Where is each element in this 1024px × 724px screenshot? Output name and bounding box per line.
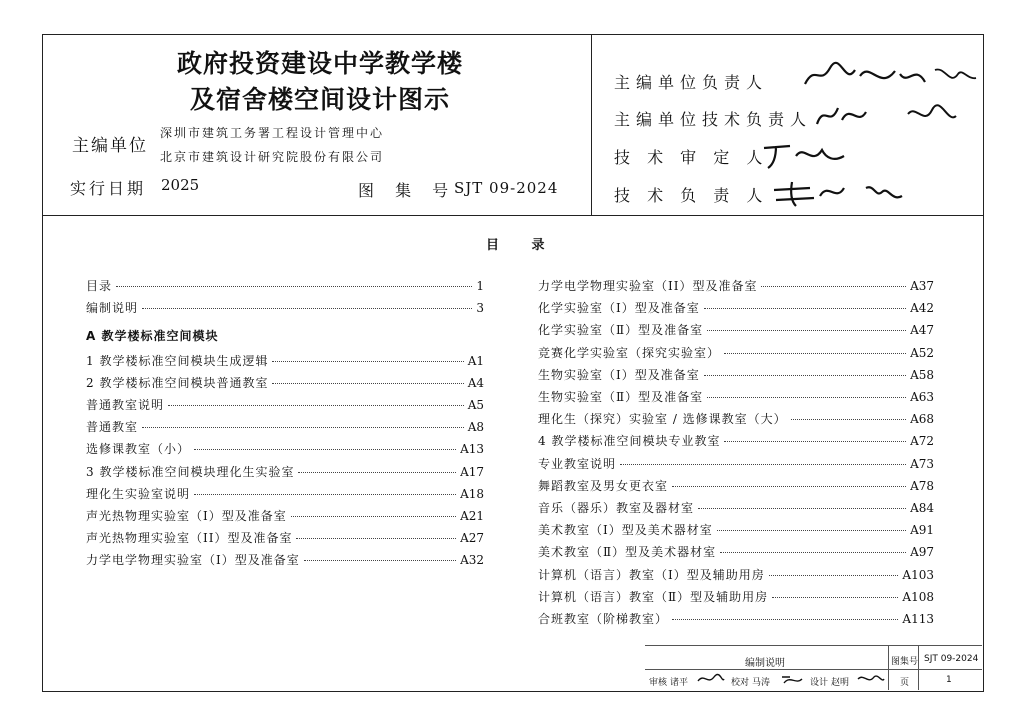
toc-entry[interactable] bbox=[86, 440, 484, 458]
toc-entry[interactable] bbox=[538, 366, 934, 384]
review-label: 审核 bbox=[649, 678, 668, 688]
toc-entry-page: A1 bbox=[467, 353, 484, 368]
toc-entry[interactable] bbox=[538, 388, 934, 406]
toc-entry-label: 普通教室说明 bbox=[86, 398, 165, 412]
toc-entry-label: 专业教室说明 bbox=[538, 456, 617, 471]
title-block-top-rule bbox=[645, 645, 982, 646]
toc-entry-label: 声光热物理实验室（I）型及准备室 bbox=[86, 509, 287, 523]
implementation-date-value: 2025 bbox=[161, 176, 200, 194]
toc-entry-label: 竞赛化学实验室（探究实验室） bbox=[538, 345, 721, 360]
toc-entry-label: 计算机（语言）教室（Ⅰ）型及辅助用房 bbox=[538, 567, 765, 582]
toc-leader-dots bbox=[704, 375, 906, 376]
toc-entry[interactable] bbox=[538, 321, 934, 339]
design-name: 赵明 bbox=[831, 678, 850, 688]
editor-unit-2: 北京市建筑设计研究院股份有限公司 bbox=[160, 150, 385, 164]
toc-entry-label: 音乐（器乐）教室及器材室 bbox=[538, 501, 695, 515]
toc-entry-page: A13 bbox=[460, 442, 484, 457]
check-name: 马涛 bbox=[752, 678, 771, 688]
atlas-title-line1: 政府投资建设中学教学楼 bbox=[176, 49, 463, 78]
toc-entry-page: A78 bbox=[910, 478, 934, 493]
toc-entry-label: 美术教室（Ⅱ）型及美术器材室 bbox=[538, 545, 717, 560]
toc-entry[interactable] bbox=[86, 418, 484, 436]
toc-leader-dots bbox=[291, 516, 456, 517]
toc-leader-dots bbox=[791, 419, 906, 420]
toc-section-heading: A 教学楼标准空间模块 bbox=[86, 329, 219, 344]
toc-leader-dots bbox=[761, 286, 906, 287]
toc-entry-label: 化学实验室（Ⅱ）型及准备室 bbox=[538, 323, 704, 338]
toc-entry[interactable] bbox=[86, 529, 484, 547]
toc-entry-label: 目录 bbox=[86, 279, 113, 293]
toc-entry[interactable] bbox=[538, 455, 934, 473]
toc-entry-label: 理化生（探究）实验室 / 选修课教室（大） bbox=[538, 412, 787, 427]
toc-entry[interactable] bbox=[86, 299, 484, 317]
toc-leader-dots bbox=[194, 449, 456, 450]
toc-entry[interactable] bbox=[538, 566, 934, 584]
toc-entry-page: A113 bbox=[902, 612, 934, 626]
toc-entry-label: 声光热物理实验室（II）型及准备室 bbox=[86, 531, 293, 546]
toc-entry-label: 化学实验室（Ⅰ）型及准备室 bbox=[538, 301, 700, 316]
toc-leader-dots bbox=[772, 597, 898, 598]
toc-entry-label: 1 教学楼标准空间模块生成逻辑 bbox=[86, 353, 269, 368]
atlas-number-label: 图 集 号 bbox=[358, 181, 457, 200]
toc-entry-label: 生物实验室（Ⅰ）型及准备室 bbox=[538, 367, 700, 382]
toc-entry-page: 3 bbox=[476, 301, 484, 316]
implementation-date-label: 实行日期 bbox=[70, 179, 147, 198]
toc-entry[interactable] bbox=[538, 499, 934, 517]
page-value: 1 bbox=[946, 675, 952, 685]
toc-entry-page: A21 bbox=[460, 509, 484, 523]
toc-leader-dots bbox=[717, 530, 906, 531]
toc-leader-dots bbox=[672, 486, 906, 487]
toc-entry[interactable] bbox=[538, 588, 934, 606]
toc-entry[interactable] bbox=[86, 396, 484, 414]
review-signature bbox=[696, 671, 726, 687]
toc-leader-dots bbox=[720, 552, 906, 553]
toc-leader-dots bbox=[296, 538, 456, 539]
toc-entry-label: 力学电学物理实验室（I）型及准备室 bbox=[86, 553, 300, 568]
signature-tech-approver bbox=[760, 138, 850, 172]
toc-entry-label: 编制说明 bbox=[86, 301, 139, 316]
signature-chief-tech-head bbox=[812, 98, 962, 132]
toc-entry[interactable] bbox=[538, 299, 934, 317]
toc-entry-label: 计算机（语言）教室（Ⅱ）型及辅助用房 bbox=[538, 589, 769, 604]
toc-leader-dots bbox=[769, 575, 899, 576]
title-block-mid-rule bbox=[645, 669, 982, 670]
toc-entry-label: 普通教室 bbox=[86, 420, 139, 435]
title-block-divider bbox=[888, 645, 889, 690]
toc-entry-page: A72 bbox=[910, 434, 934, 449]
toc-entry-page: A58 bbox=[910, 367, 934, 382]
toc-leader-dots bbox=[298, 472, 456, 473]
toc-title: 目 录 bbox=[486, 238, 559, 253]
toc-entry-page: A91 bbox=[910, 523, 934, 538]
toc-entry-page: A5 bbox=[467, 398, 484, 412]
toc-entry[interactable] bbox=[86, 374, 484, 392]
editor-unit-1: 深圳市建筑工务署工程设计管理中心 bbox=[160, 126, 385, 140]
toc-entry[interactable] bbox=[86, 352, 484, 370]
role-chief-unit-head: 主编单位负责人 bbox=[614, 73, 769, 92]
drawing-name: 编制说明 bbox=[745, 658, 785, 669]
signature-chief-unit-head bbox=[800, 56, 980, 96]
toc-entry-page: A108 bbox=[902, 589, 934, 604]
toc-entry-label: 4 教学楼标准空间模块专业教室 bbox=[538, 434, 721, 449]
title-block-atlas-label: 图集号 bbox=[891, 657, 919, 667]
toc-entry-label: 力学电学物理实验室（II）型及准备室 bbox=[538, 279, 758, 293]
title-block-divider bbox=[918, 645, 919, 690]
page-label: 页 bbox=[900, 678, 910, 688]
toc-leader-dots bbox=[672, 619, 898, 620]
role-tech-lead: 技 术 负 责 人 bbox=[614, 186, 769, 205]
signature-tech-lead bbox=[770, 176, 910, 210]
header-bottom-rule bbox=[42, 215, 983, 216]
toc-entry[interactable] bbox=[538, 410, 934, 428]
toc-entry-page: A27 bbox=[460, 531, 484, 546]
toc-entry[interactable] bbox=[86, 463, 484, 481]
toc-entry-page: A4 bbox=[467, 375, 484, 390]
toc-entry-label: 合班教室（阶梯教室） bbox=[538, 612, 669, 626]
toc-entry-page: A84 bbox=[910, 501, 934, 515]
toc-leader-dots bbox=[142, 427, 464, 428]
toc-leader-dots bbox=[168, 405, 464, 406]
check-label: 校对 bbox=[731, 678, 750, 688]
toc-leader-dots bbox=[724, 353, 906, 354]
toc-entry-page: A18 bbox=[460, 486, 484, 501]
toc-entry-page: A103 bbox=[902, 567, 934, 582]
toc-leader-dots bbox=[620, 464, 906, 465]
toc-entry-page: A8 bbox=[467, 420, 484, 435]
toc-entry-page: A32 bbox=[460, 553, 484, 568]
toc-entry-label: 生物实验室（Ⅱ）型及准备室 bbox=[538, 390, 704, 404]
toc-leader-dots bbox=[116, 286, 472, 287]
design-label: 设计 bbox=[810, 678, 829, 688]
toc-entry[interactable] bbox=[538, 543, 934, 561]
toc-entry-page: A52 bbox=[910, 345, 934, 360]
toc-entry-page: A37 bbox=[910, 279, 934, 293]
toc-leader-dots bbox=[704, 308, 906, 309]
toc-entry[interactable] bbox=[86, 551, 484, 569]
toc-entry-page: A73 bbox=[910, 456, 934, 471]
role-tech-approver: 技 术 审 定 人 bbox=[614, 148, 769, 167]
toc-entry-label: 理化生实验室说明 bbox=[86, 486, 191, 501]
atlas-number-value: SJT 09-2024 bbox=[454, 179, 559, 197]
toc-entry-page: A68 bbox=[910, 412, 934, 427]
atlas-title-line2: 及宿舍楼空间设计图示 bbox=[189, 85, 450, 114]
toc-entry-page: A42 bbox=[910, 301, 934, 316]
toc-entry-page: A17 bbox=[460, 464, 484, 479]
toc-entry-label: 2 教学楼标准空间模块普通教室 bbox=[86, 375, 269, 390]
toc-leader-dots bbox=[142, 308, 472, 309]
toc-entry-page: A63 bbox=[910, 390, 934, 404]
editor-label: 主编单位 bbox=[72, 136, 148, 156]
toc-entry[interactable] bbox=[538, 344, 934, 362]
toc-entry[interactable] bbox=[538, 610, 934, 628]
role-chief-tech-head: 主编单位技术负责人 bbox=[614, 110, 813, 129]
toc-entry[interactable] bbox=[86, 277, 484, 295]
design-signature bbox=[856, 671, 886, 687]
toc-entry[interactable] bbox=[538, 277, 934, 295]
toc-entry-page: A97 bbox=[910, 545, 934, 560]
header-divider bbox=[591, 34, 592, 215]
toc-entry-label: 舞蹈教室及男女更衣室 bbox=[538, 478, 669, 493]
toc-leader-dots bbox=[707, 397, 906, 398]
toc-entry[interactable] bbox=[538, 521, 934, 539]
toc-entry[interactable] bbox=[86, 485, 484, 503]
toc-leader-dots bbox=[304, 560, 456, 561]
toc-entry-label: 3 教学楼标准空间模块理化生实验室 bbox=[86, 464, 295, 479]
check-signature bbox=[780, 671, 806, 687]
toc-entry-label: 选修课教室（小） bbox=[86, 442, 191, 457]
review-name: 诸平 bbox=[670, 678, 689, 688]
toc-leader-dots bbox=[707, 330, 906, 331]
toc-leader-dots bbox=[272, 383, 463, 384]
toc-leader-dots bbox=[698, 508, 906, 509]
toc-entry-page: A47 bbox=[910, 323, 934, 338]
title-block-atlas-value: SJT 09-2024 bbox=[924, 654, 979, 664]
toc-leader-dots bbox=[194, 494, 456, 495]
toc-entry[interactable] bbox=[538, 432, 934, 450]
toc-entry-page: 1 bbox=[476, 279, 484, 293]
toc-leader-dots bbox=[272, 361, 463, 362]
toc-entry[interactable] bbox=[538, 477, 934, 495]
toc-leader-dots bbox=[724, 441, 906, 442]
toc-entry-label: 美术教室（Ⅰ）型及美术器材室 bbox=[538, 523, 713, 538]
toc-entry[interactable] bbox=[86, 507, 484, 525]
